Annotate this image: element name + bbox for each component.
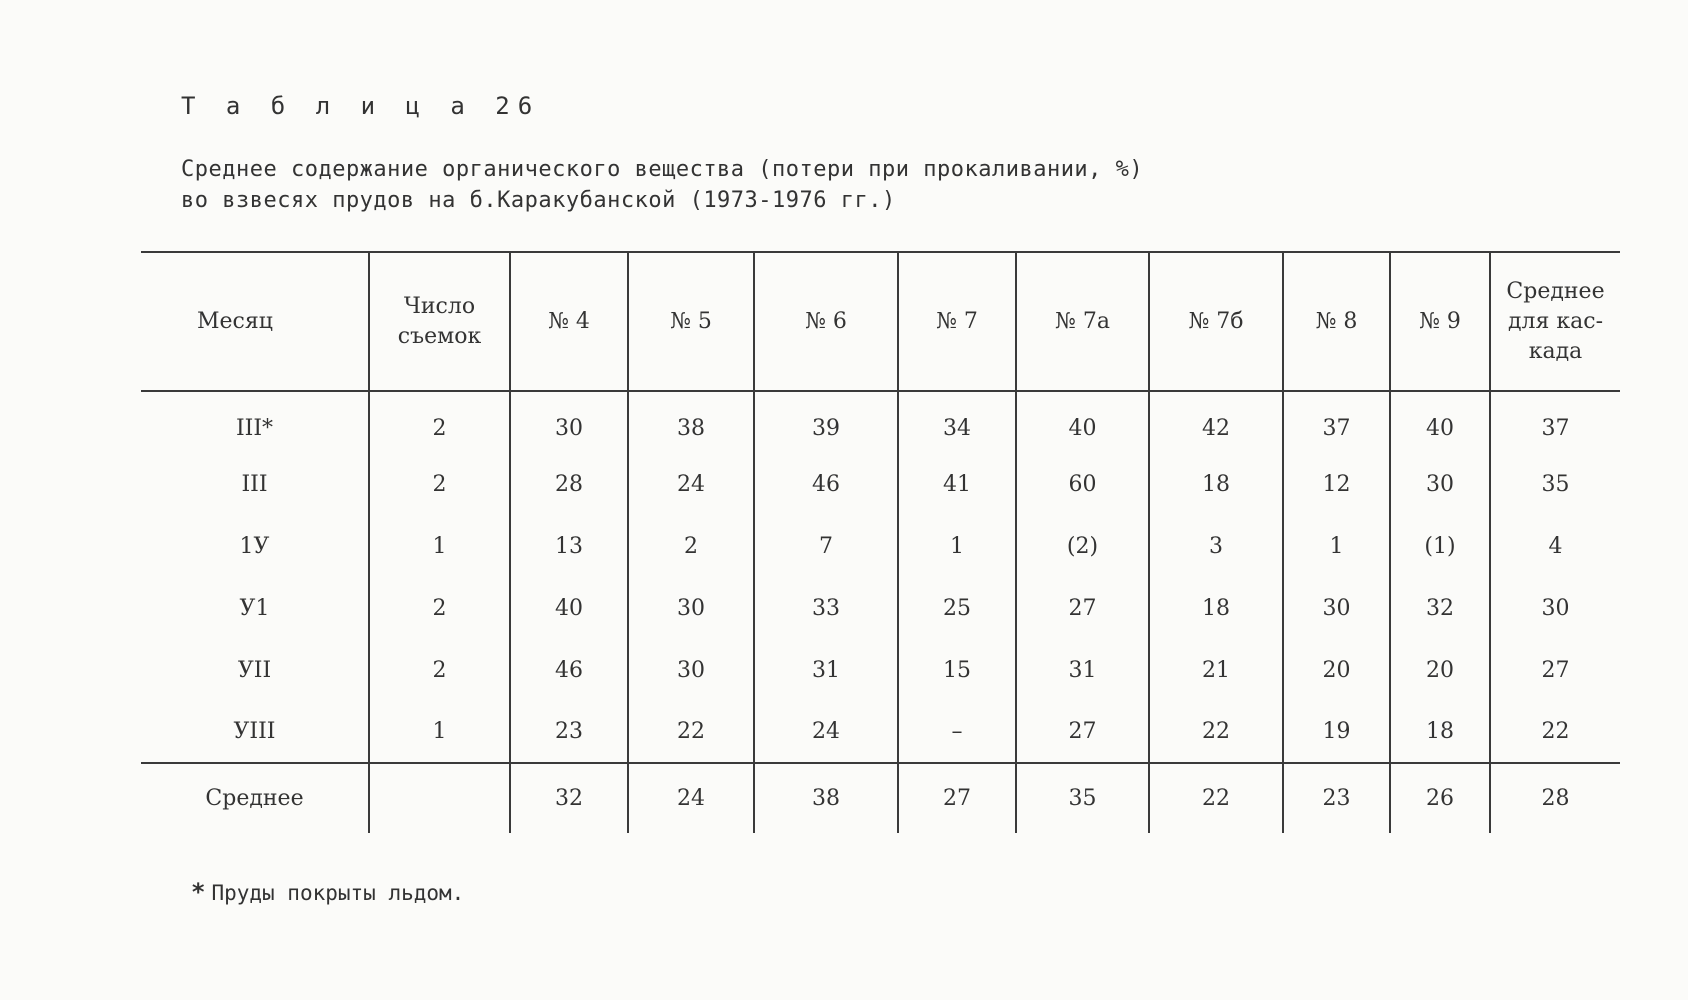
cell-p6: 46 — [754, 453, 898, 515]
cell-p4: 28 — [510, 453, 628, 515]
cell-month: 1У — [239, 533, 270, 559]
cell-p7a: 40 — [1016, 391, 1149, 453]
cell-count: 1 — [369, 701, 510, 763]
header-pond-4: № 4 — [510, 252, 628, 391]
cell-p4: 46 — [510, 639, 628, 701]
table-row — [141, 577, 1620, 639]
cell-p8: 1 — [1283, 515, 1390, 577]
cell-p7: 25 — [898, 577, 1016, 639]
cell-p8: 30 — [1283, 577, 1390, 639]
cell-avg: 35 — [1490, 453, 1620, 515]
cell-p8: 20 — [1283, 639, 1390, 701]
cell-p5: 38 — [628, 391, 754, 453]
cell-p8: 37 — [1283, 391, 1390, 453]
cell-p7a: 27 — [1016, 701, 1149, 763]
cell-p7: 15 — [898, 639, 1016, 701]
cell-p6: 39 — [754, 391, 898, 453]
cell-avg: 27 — [1490, 639, 1620, 701]
cell-p4: 30 — [510, 391, 628, 453]
average-label: Среднее — [141, 763, 369, 833]
cell-p9: 32 — [1390, 577, 1490, 639]
cell-count: 2 — [369, 577, 510, 639]
cell-p4: 40 — [510, 577, 628, 639]
cell-p6: 33 — [754, 577, 898, 639]
cell-p7b: 42 — [1149, 391, 1283, 453]
cell-p7: 1 — [898, 515, 1016, 577]
cell-p8: 12 — [1283, 453, 1390, 515]
cell-p7b: 22 — [1149, 701, 1283, 763]
average-pond-9: 26 — [1390, 763, 1490, 833]
cell-p7: 34 — [898, 391, 1016, 453]
cell-avg: 37 — [1490, 391, 1620, 453]
header-pond-7: № 7 — [898, 252, 1016, 391]
average-pond-7: 27 — [898, 763, 1016, 833]
header-row — [141, 252, 1620, 391]
cell-p7b: 21 — [1149, 639, 1283, 701]
cell-p7a: 60 — [1016, 453, 1149, 515]
cell-p9: 30 — [1390, 453, 1490, 515]
cell-p4: 13 — [510, 515, 628, 577]
cell-avg: 30 — [1490, 577, 1620, 639]
cell-p6: 7 — [754, 515, 898, 577]
average-pond-7b: 22 — [1149, 763, 1283, 833]
header-pond-8: № 8 — [1283, 252, 1390, 391]
cell-avg: 4 — [1490, 515, 1620, 577]
footnote — [191, 878, 464, 906]
average-cascade: 28 — [1490, 763, 1620, 833]
header-month: Месяц — [141, 252, 369, 391]
average-pond-8: 23 — [1283, 763, 1390, 833]
table-title — [181, 154, 1143, 216]
cell-avg: 22 — [1490, 701, 1620, 763]
cell-p9: (1) — [1390, 515, 1490, 577]
title-line-2: во взвесях прудов на б.Каракубанской (1973-1976 гг.) — [181, 188, 896, 213]
average-pond-5: 24 — [628, 763, 754, 833]
header-pond-5: № 5 — [628, 252, 754, 391]
table-row — [141, 391, 1620, 453]
cell-month: УIII — [233, 719, 276, 744]
cell-p5: 2 — [628, 515, 754, 577]
table-row — [141, 515, 1620, 577]
cell-p7a: (2) — [1016, 515, 1149, 577]
average-row — [141, 763, 1620, 833]
header-pond-9: № 9 — [1390, 252, 1490, 391]
table-caption: Т а б л и ц а 26 — [181, 92, 541, 120]
cell-p8: 19 — [1283, 701, 1390, 763]
cell-p7b: 18 — [1149, 577, 1283, 639]
average-pond-7a: 35 — [1016, 763, 1149, 833]
cell-p4: 23 — [510, 701, 628, 763]
cell-p9: 40 — [1390, 391, 1490, 453]
table-row — [141, 701, 1620, 763]
table-row — [141, 639, 1620, 701]
cell-p7: 41 — [898, 453, 1016, 515]
cell-count: 1 — [369, 515, 510, 577]
cell-p9: 18 — [1390, 701, 1490, 763]
cell-p7a: 31 — [1016, 639, 1149, 701]
cell-month: III — [241, 471, 268, 497]
footnote-text: Пруды покрыты льдом. — [211, 881, 465, 905]
cell-p6: 31 — [754, 639, 898, 701]
cell-count: 2 — [369, 391, 510, 453]
footnote-mark: * — [191, 878, 206, 906]
cell-p7: – — [898, 701, 1016, 763]
table-row — [141, 453, 1620, 515]
cell-month: III* — [235, 416, 274, 441]
header-cascade-average: Среднее для кас- када — [1490, 252, 1620, 391]
cell-count: 2 — [369, 453, 510, 515]
average-pond-6: 38 — [754, 763, 898, 833]
cell-p5: 30 — [628, 577, 754, 639]
header-pond-7a: № 7а — [1016, 252, 1149, 391]
title-line-1: Среднее содержание органического вещества (потери при прокаливании, %) — [181, 157, 1144, 182]
cell-month: УII — [237, 657, 272, 683]
cell-count: 2 — [369, 639, 510, 701]
cell-p5: 22 — [628, 701, 754, 763]
cell-p6: 24 — [754, 701, 898, 763]
cell-p7a: 27 — [1016, 577, 1149, 639]
cell-p9: 20 — [1390, 639, 1490, 701]
cell-p7b: 3 — [1149, 515, 1283, 577]
average-pond-4: 32 — [510, 763, 628, 833]
table-body — [141, 391, 1620, 763]
average-count — [369, 763, 510, 833]
header-count: Число съемок — [369, 252, 510, 391]
header-pond-6: № 6 — [754, 252, 898, 391]
cell-month: У1 — [239, 595, 270, 621]
header-pond-7b: № 7б — [1149, 252, 1283, 391]
cell-p7b: 18 — [1149, 453, 1283, 515]
data-table — [141, 251, 1620, 833]
cell-p5: 24 — [628, 453, 754, 515]
cell-p5: 30 — [628, 639, 754, 701]
